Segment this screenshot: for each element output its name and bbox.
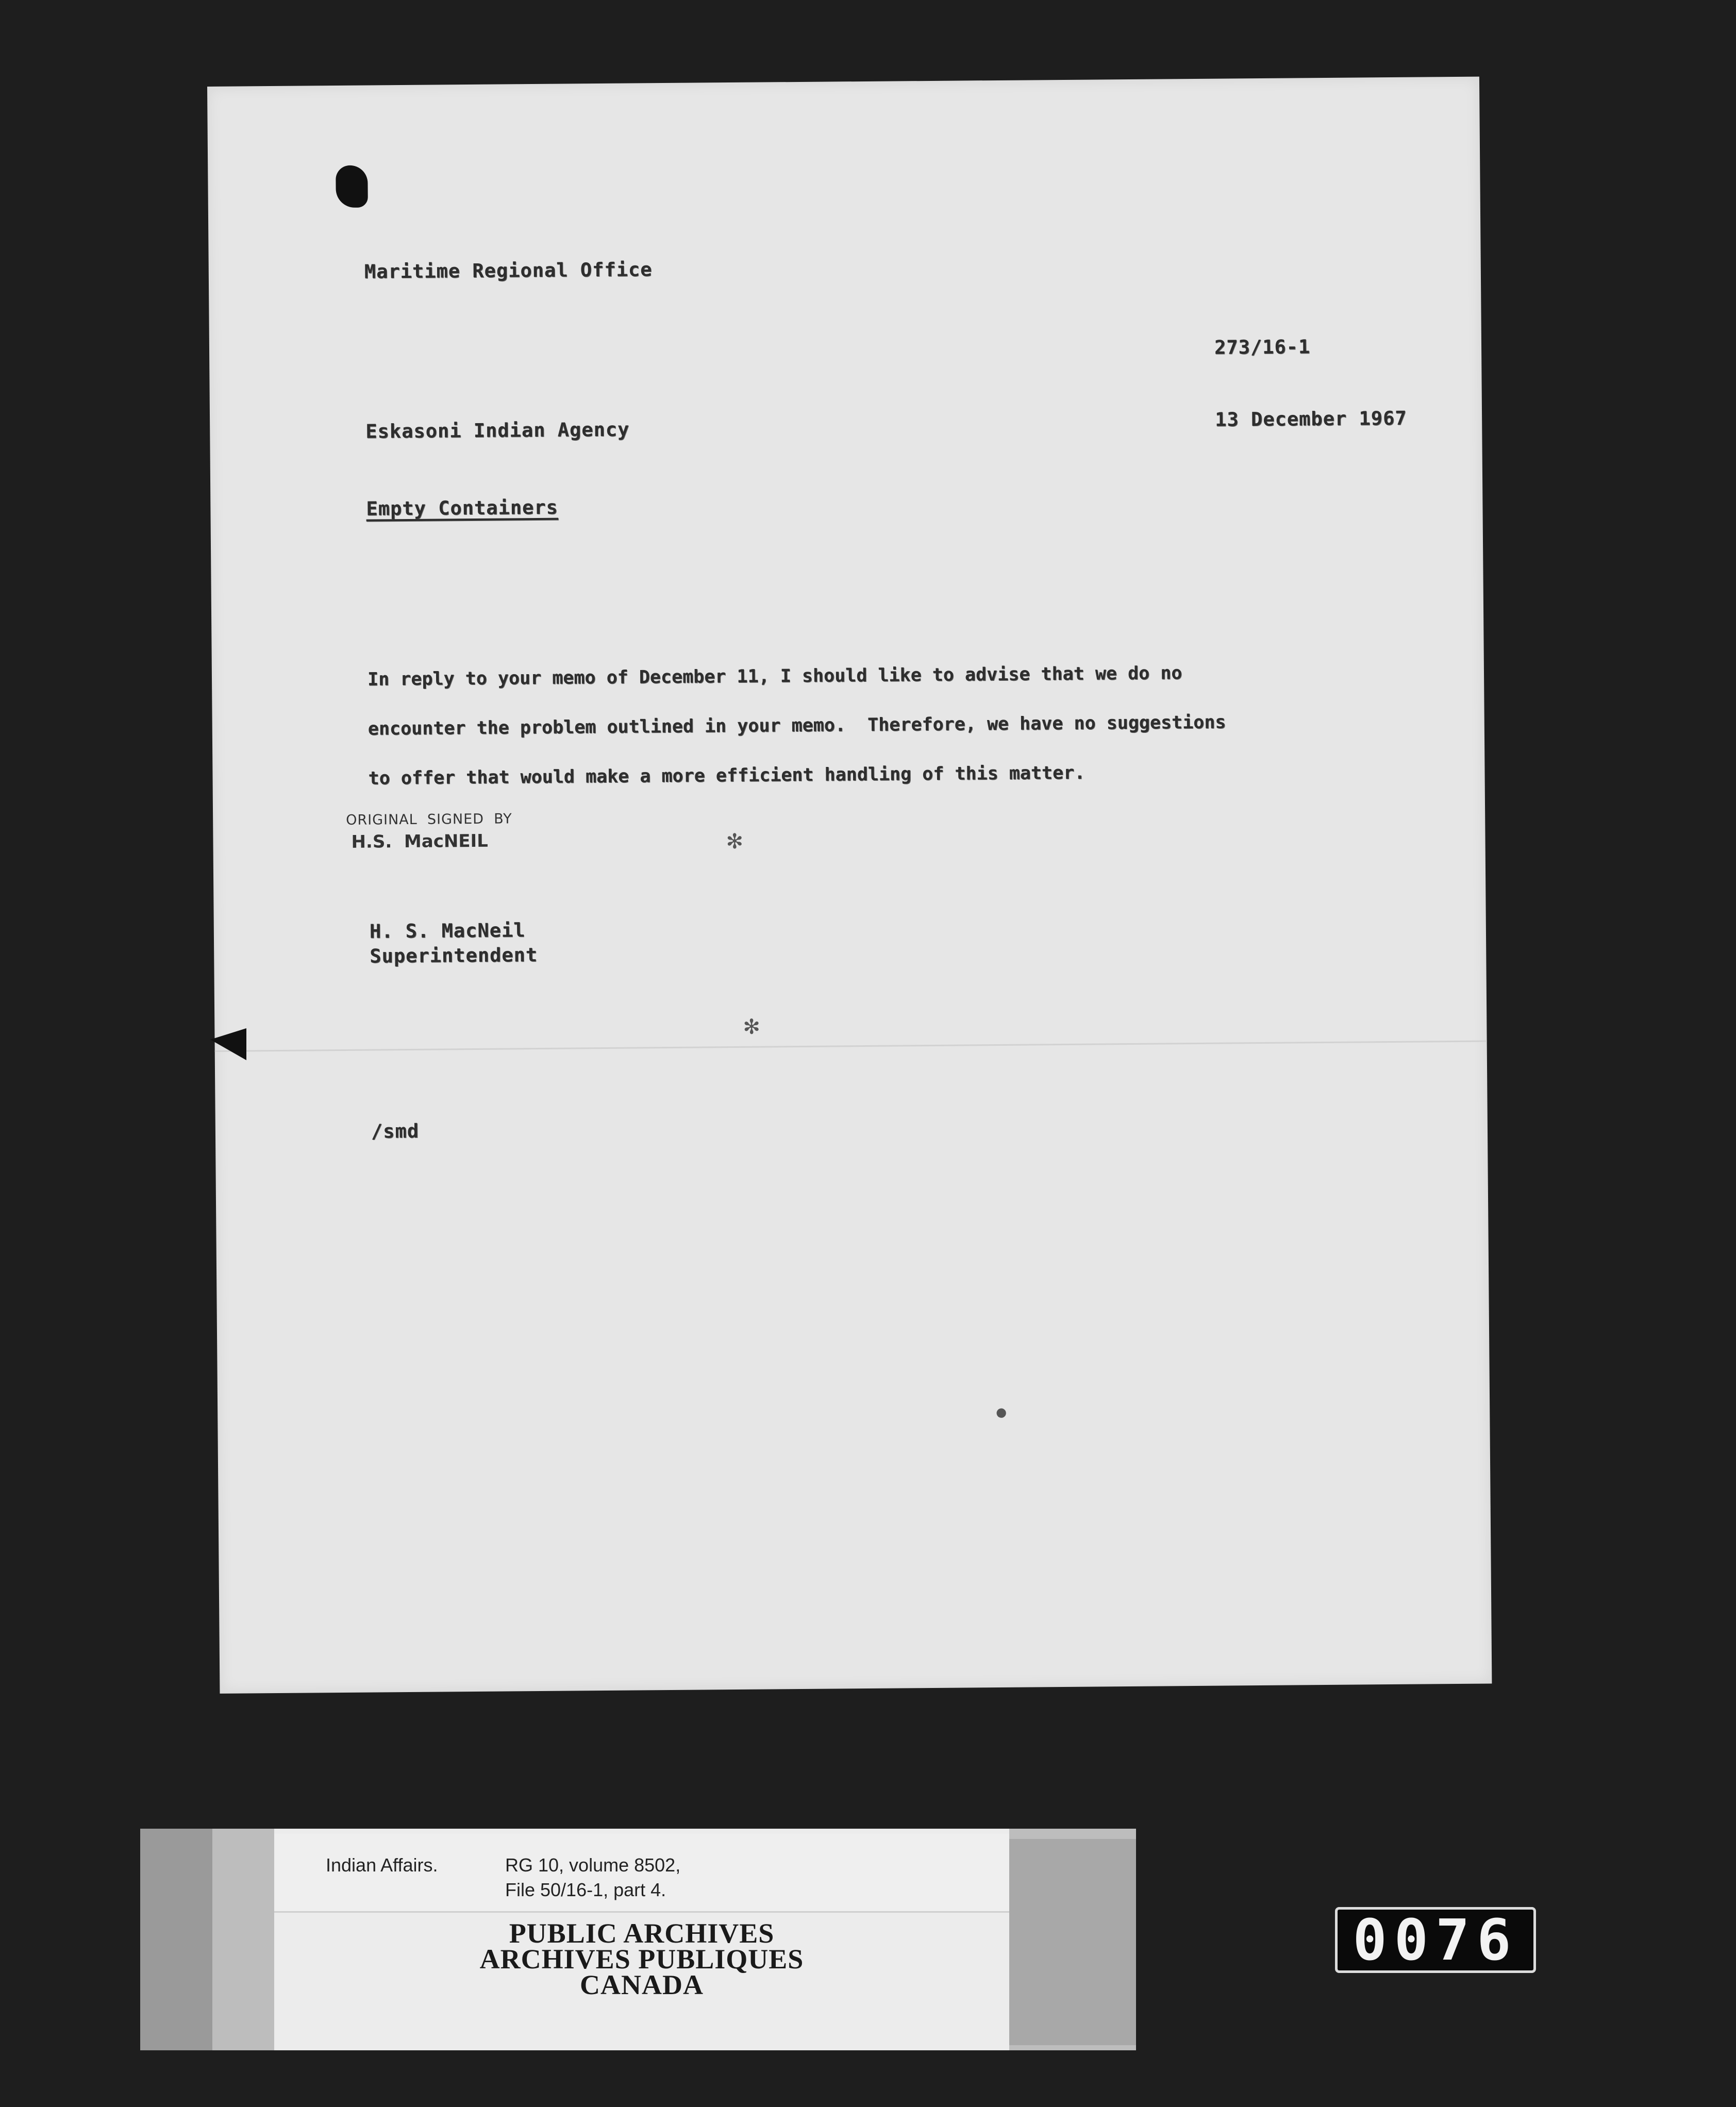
from-office: Maritime Regional Office bbox=[364, 258, 653, 283]
institution-line: CANADA bbox=[580, 1969, 704, 2000]
label-reference-strip bbox=[274, 1834, 1009, 1913]
label-edge-left bbox=[140, 1829, 212, 2050]
body-line: to offer that would make a more efficient handling of this matter. bbox=[368, 762, 1086, 789]
letter-date: 13 December 1967 bbox=[1214, 407, 1407, 431]
body-line: encounter the problem outlined in your memo. Therefore, we have no suggestions bbox=[368, 712, 1226, 740]
signatory-name: H. S. MacNeil bbox=[369, 919, 526, 943]
label-card bbox=[274, 1829, 1009, 2050]
label-reference-line1: RG 10, volume 8502, bbox=[505, 1854, 681, 1876]
punch-hole bbox=[336, 165, 368, 208]
fold-line bbox=[215, 1041, 1487, 1052]
ink-smudge: ✻ bbox=[743, 1015, 761, 1039]
label-reference-line2: File 50/16-1, part 4. bbox=[505, 1879, 666, 1900]
label-edge-right bbox=[1009, 1839, 1136, 2045]
typist-initials: /smd bbox=[371, 1119, 420, 1143]
ink-smudge: ● bbox=[996, 1404, 1007, 1420]
frame-number: 0076 bbox=[1335, 1907, 1536, 1973]
archive-label bbox=[140, 1829, 1136, 2050]
institution-line: ARCHIVES PUBLIQUES bbox=[479, 1944, 804, 1975]
archive-institution bbox=[274, 1920, 1009, 1998]
institution-line: PUBLIC ARCHIVES bbox=[509, 1918, 775, 1949]
letter-body bbox=[368, 647, 1389, 804]
ink-smudge: ✻ bbox=[726, 829, 744, 854]
paper-tab bbox=[210, 1028, 246, 1060]
subject-line: Empty Containers bbox=[366, 496, 559, 520]
letter-page bbox=[207, 77, 1492, 1694]
signatory-title: Superintendent bbox=[370, 944, 538, 967]
label-department: Indian Affairs. bbox=[326, 1854, 438, 1876]
signature-stamp-name: H.S. MacNEIL bbox=[351, 830, 489, 852]
to-office: Eskasoni Indian Agency bbox=[365, 418, 630, 443]
file-number: 273/16-1 bbox=[1214, 336, 1311, 359]
body-line: In reply to your memo of December 11, I should like to advise that we do no bbox=[367, 663, 1182, 690]
signature-stamp-label: ORIGINAL SIGNED BY bbox=[346, 811, 512, 828]
